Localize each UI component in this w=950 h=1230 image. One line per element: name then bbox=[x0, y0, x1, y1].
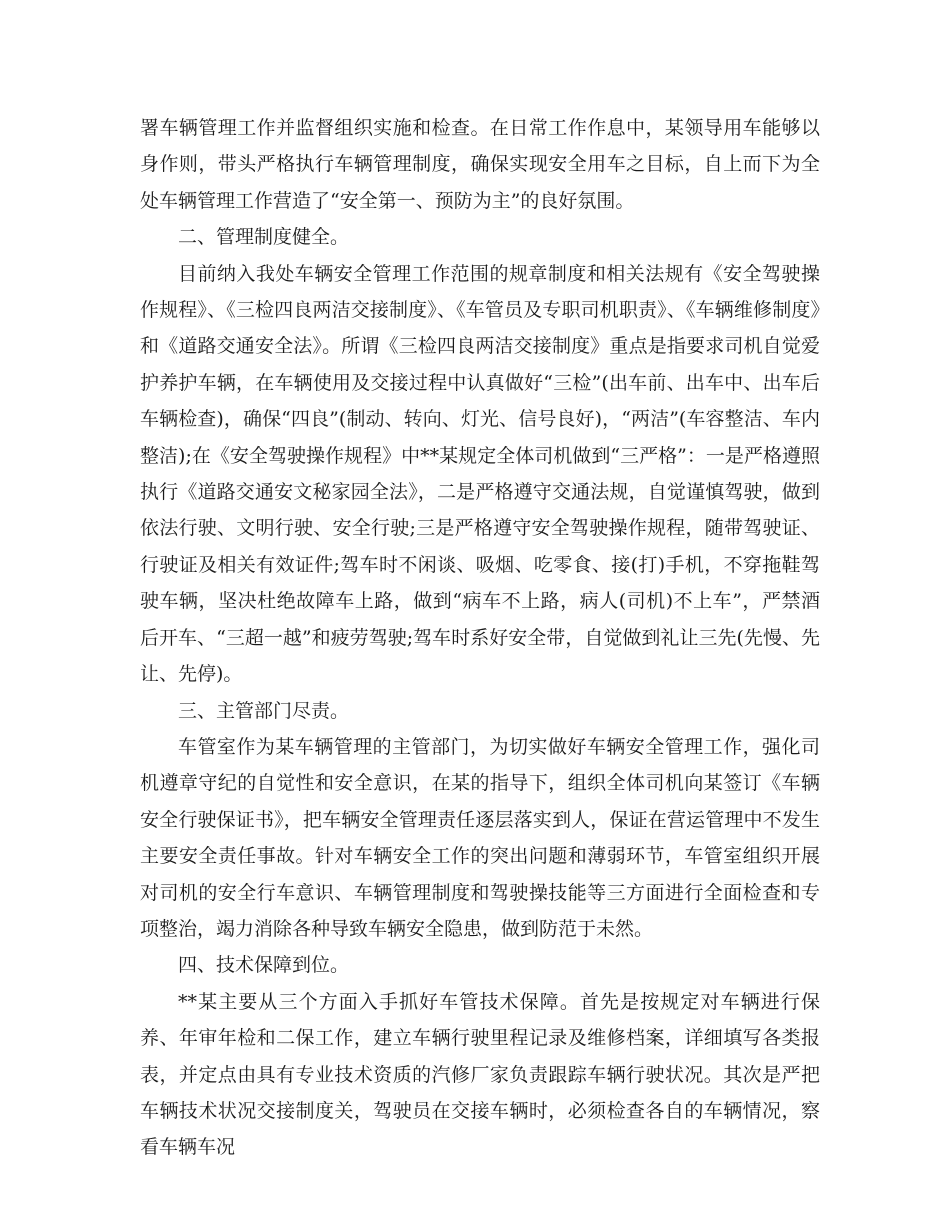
heading-section-2: 二、管理制度健全。 bbox=[178, 226, 350, 249]
heading-section-4: 四、技术保障到位。 bbox=[178, 954, 350, 977]
paragraph-section-4: **某主要从三个方面入手抓好车管技术保障。首先是按规定对车辆进行保养、年审年检和二保工作，建立车辆行驶里程记录及维修档案，详细填写各类报表，并定点由具有专业技术资质的汽修厂家负责跟踪车辆行驶状况。其次是严把车辆技术状况交接制度关，驾驶员在交接车辆时，必须检查各自的车辆情况，察看车辆车况 bbox=[140, 990, 820, 1159]
paragraph-section-2: 目前纳入我处车辆安全管理工作范围的规章制度和相关法规有《安全驾驶操作规程》、《三检四良两洁交接制度》、《车管员及专职司机职责》、《车辆维修制度》和《道路交通安全法》。所谓《三检四良两洁交接制度》重点是指要求司机自觉爱护养护车辆，在车辆使用及交接过程中认真做好“三检”(出车前、出车中、出车后车辆检查)，确保“四良”(制动、转向、灯光、信号良好)，“两洁”(车容整洁、车内整洁);在《安全驾驶操作规程》中**某规定全体司机做到“三严格”：一是严格遵照执行《道路交通安文秘家园全法》，二是严格遵守交通法规，自觉谨慎驾驶，做到依法行驶、文明行驶、安全行驶;三是严格遵守安全驾驶操作规程，随带驾驶证、行驶证及相关有效证件;驾车时不闲谈、吸烟、吃零食、接(打)手机，不穿拖鞋驾驶车辆，坚决杜绝故障车上路，做到“病车不上路，病人(司机)不上车”，严禁酒后开车、“三超一越”和疲劳驾驶;驾车时系好安全带，自觉做到礼让三先(先慢、先让、先停)。 bbox=[140, 262, 820, 686]
document-body bbox=[140, 110, 820, 1166]
paragraph-intro-continued: 署车辆管理工作并监督组织实施和检查。在日常工作作息中，某领导用车能够以身作则，带头严格执行车辆管理制度，确保实现安全用车之目标，自上而下为全处车辆管理工作营造了“安全第一、预防为主”的良好氛围。 bbox=[140, 117, 820, 212]
heading-section-3: 三、主管部门尽责。 bbox=[178, 699, 350, 722]
paragraph-section-3: 车管室作为某车辆管理的主管部门，为切实做好车辆安全管理工作，强化司机遵章守纪的自觉性和安全意识，在某的指导下，组织全体司机向某签订《车辆安全行驶保证书》，把车辆安全管理责任逐层落实到人，保证在营运管理中不发生主要安全责任事故。针对车辆安全工作的突出问题和薄弱环节，车管室组织开展对司机的安全行车意识、车辆管理制度和驾驶操技能等三方面进行全面检查和专项整治，竭力消除各种导致车辆安全隐患，做到防范于未然。 bbox=[140, 735, 820, 940]
